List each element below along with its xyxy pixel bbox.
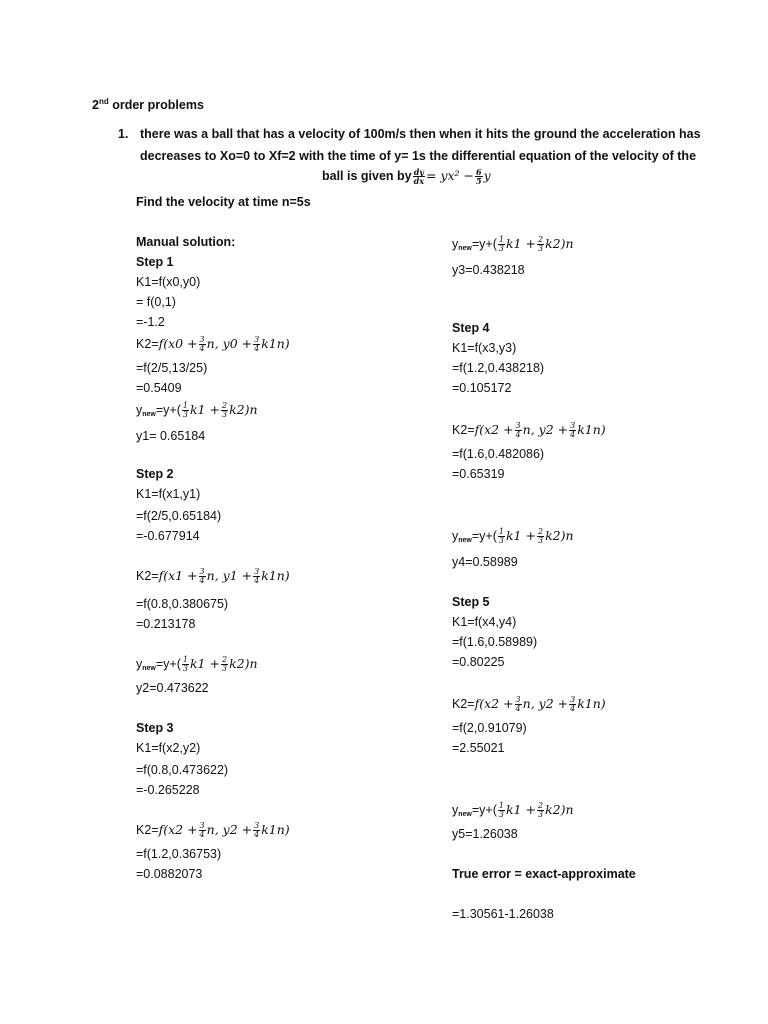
step-3-label: Step 3 [136, 721, 174, 735]
step3-k2-formula: K2=f(x2 + $\frac{3}{4}$ n, y2 + $\frac{3}{4}$ k1n) [136, 821, 290, 840]
problem-line-2: decreases to Xo=0 to Xf=2 with the time of y= 1s the differential equation of the velocity of the [140, 149, 697, 163]
step-2-label: Step 2 [136, 467, 174, 481]
step4-k2-sub: =f(1.6,0.482086) [452, 447, 545, 461]
step-1-label: Step 1 [136, 255, 174, 269]
step2-ynew-formula: $y_{new}=y+$( $\frac{1}{3}$ k1 + $\frac{2}{3}$ k2)n [136, 655, 258, 674]
step2-k1: K1=f(x1,y1) [136, 487, 201, 501]
step1-k1-sub: = f(0,1) [136, 295, 176, 309]
step5-y5: y5=1.26038 [452, 827, 518, 841]
step4-k2-formula: K2=f(x2 + $\frac{3}{4}$ n, y2 + $\frac{3}{4}$ k1n) [452, 421, 606, 440]
step2-k2-formula: K2=f(x1 + $\frac{3}{4}$ n, y1 + $\frac{3}{4}$ k1n) [136, 567, 290, 586]
step5-k1: K1=f(x4,y4) [452, 615, 517, 629]
step4-k1-sub: =f(1.2,0.438218) [452, 361, 545, 375]
step4-k1: K1=f(x3,y3) [452, 341, 517, 355]
step2-k1-value: =-0.677914 [136, 529, 200, 543]
step1-k2-value: =0.5409 [136, 381, 182, 395]
step4-y4: y4=0.58989 [452, 555, 518, 569]
step1-k2-formula: K2=f(x0 + $\frac{3}{4}$ n, y0 + $\frac{3}{4}$ k1n) [136, 335, 290, 354]
step3-ynew-formula: $y_{new}=y+$( $\frac{1}{3}$ k1 + $\frac{2}{3}$ k2)n [452, 235, 574, 254]
step2-y2: y2=0.473622 [136, 681, 209, 695]
step4-k2-value: =0.65319 [452, 467, 505, 481]
step1-y1: y1= 0.65184 [136, 429, 206, 443]
step5-k1-sub: =f(1.6,0.58989) [452, 635, 538, 649]
problem-line-1: there was a ball that has a velocity of 100m/s then when it hits the ground the acceleration has [140, 127, 701, 141]
step1-k1-value: =-1.2 [136, 315, 165, 329]
step2-k1-sub: =f(2/5,0.65184) [136, 509, 222, 523]
step5-ynew-formula: $y_{new}=y+$( $\frac{1}{3}$ k1 + $\frac{2}{3}$ k2)n [452, 801, 574, 820]
step4-k1-value: =0.105172 [452, 381, 512, 395]
step1-k1: K1=f(x0,y0) [136, 275, 201, 289]
manual-solution-label: Manual solution: [136, 235, 236, 249]
step5-k1-value: =0.80225 [452, 655, 505, 669]
section-heading: 2nd order problems [92, 97, 204, 112]
step1-k2-sub: =f(2/5,13/25) [136, 361, 208, 375]
true-error-calc: =1.30561-1.26038 [452, 907, 554, 921]
problem-number: 1. [118, 127, 129, 141]
step4-ynew-formula: $y_{new}=y+$( $\frac{1}{3}$ k1 + $\frac{2}{3}$ k2)n [452, 527, 574, 546]
step3-k1-value: =-0.265228 [136, 783, 200, 797]
step2-k2-sub: =f(0.8,0.380675) [136, 597, 229, 611]
step5-k2-value: =2.55021 [452, 741, 505, 755]
step3-k1: K1=f(x2,y2) [136, 741, 201, 755]
step3-k2-value: =0.0882073 [136, 867, 203, 881]
step-4-label: Step 4 [452, 321, 490, 335]
step3-k1-sub: =f(0.8,0.473622) [136, 763, 229, 777]
step3-y3: y3=0.438218 [452, 263, 525, 277]
step1-ynew-formula: $y_{new}=y+$( $\frac{1}{3}$ k1 + $\frac{2}{3}$ k2)n [136, 401, 258, 420]
step2-k2-value: =0.213178 [136, 617, 196, 631]
problem-line-3: ball is given by $\frac{dy}{dx}$ = yx² − $\frac{6}{5}$ y [322, 167, 491, 187]
step5-k2-formula: K2=f(x2 + $\frac{3}{4}$ n, y2 + $\frac{3}{4}$ k1n) [452, 695, 606, 714]
find-velocity: Find the velocity at time n=5s [136, 195, 311, 209]
true-error-label: True error = exact-approximate [452, 867, 636, 881]
step3-k2-sub: =f(1.2,0.36753) [136, 847, 222, 861]
step-5-label: Step 5 [452, 595, 490, 609]
step5-k2-sub: =f(2,0.91079) [452, 721, 527, 735]
